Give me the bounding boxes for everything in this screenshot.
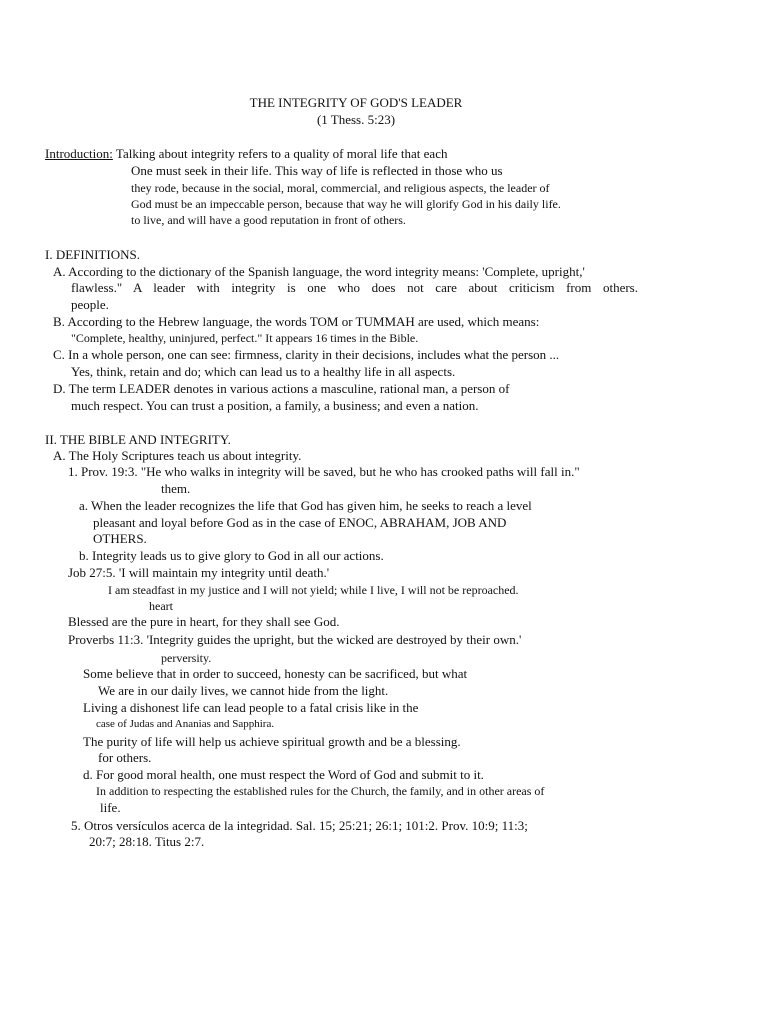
- def-b-line-2: "Complete, healthy, uninjured, perfect." It appears 16 times in the Bible.: [71, 331, 419, 345]
- def-c-line-1: C. In a whole person, one can see: firmness, clarity in their decisions, includes what the person ...: [53, 347, 560, 362]
- point-a-line-3: OTHERS.: [93, 531, 147, 546]
- section-2-heading: II. THE BIBLE AND INTEGRITY.: [45, 432, 231, 447]
- prov-19-line-1: 1. Prov. 19:3. "He who walks in integrity will be saved, but he who has crooked paths will fall in.": [68, 464, 580, 479]
- verses-line-2: 20:7; 28:18. Titus 2:7.: [89, 834, 205, 849]
- point-a-line-1: a. When the leader recognizes the life that God has given him, he seeks to reach a level: [79, 498, 532, 513]
- proverbs-11-line-1: Proverbs 11:3. 'Integrity guides the upright, but the wicked are destroyed by their own.': [68, 632, 522, 647]
- honesty-line-1: Some believe that in order to succeed, honesty can be sacrificed, but what: [83, 666, 468, 681]
- proverbs-11-line-2: perversity.: [161, 651, 212, 665]
- blessed-line: Blessed are the pure in heart, for they shall see God.: [68, 614, 340, 629]
- point-d-line-3: life.: [100, 800, 121, 815]
- intro-line-2: One must seek in their life. This way of life is reflected in those who us: [131, 163, 503, 178]
- section-1-heading: I. DEFINITIONS.: [45, 247, 140, 262]
- def-c-line-2: Yes, think, retain and do; which can lead us to a healthy life in all aspects.: [71, 364, 456, 379]
- bible-a: A. The Holy Scriptures teach us about integrity.: [53, 448, 302, 463]
- intro-line-3: they rode, because in the social, moral, commercial, and religious aspects, the leader of: [131, 181, 550, 195]
- point-d-line-2: In addition to respecting the established rules for the Church, the family, and in other areas of: [96, 784, 545, 798]
- def-b-line-1: B. According to the Hebrew language, the words TOM or TUMMAH are used, which means:: [53, 314, 540, 329]
- def-a-line-2: flawless." A leader with integrity is one who does not care about criticism from others.: [71, 280, 638, 295]
- dishonest-line-2: case of Judas and Ananias and Sapphira.: [96, 718, 275, 730]
- honesty-line-2: We are in our daily lives, we cannot hide from the light.: [98, 683, 389, 698]
- intro-line-1: [45, 146, 447, 162]
- def-a-line-3: people.: [71, 297, 109, 312]
- def-d-line-1: D. The term LEADER denotes in various actions a masculine, rational man, a person of: [53, 381, 510, 396]
- point-d-line-1: d. For good moral health, one must respect the Word of God and submit to it.: [83, 767, 484, 782]
- prov-19-line-2: them.: [161, 481, 191, 496]
- intro-line-5: to live, and will have a good reputation in front of others.: [131, 213, 406, 227]
- page-title: THE INTEGRITY OF GOD'S LEADER: [249, 95, 463, 110]
- intro-line-4: God must be an impeccable person, because that way he will glorify God in his daily life.: [131, 197, 561, 211]
- def-d-line-2: much respect. You can trust a position, a family, a business; and even a nation.: [71, 398, 479, 413]
- purity-line-2: for others.: [98, 750, 152, 765]
- job-line-3: heart: [149, 599, 173, 613]
- point-a-line-2: pleasant and loyal before God as in the case of ENOC, ABRAHAM, JOB AND: [93, 515, 507, 530]
- dishonest-line-1: Living a dishonest life can lead people to a fatal crisis like in the: [83, 700, 419, 715]
- job-line-1: Job 27:5. 'I will maintain my integrity until death.': [68, 565, 330, 580]
- intro-label: Introduction:: [45, 146, 113, 161]
- def-a-line-1: A. According to the dictionary of the Spanish language, the word integrity means: 'Complete, upright,': [53, 264, 585, 279]
- page-subtitle: (1 Thess. 5:23): [316, 112, 396, 127]
- verses-line-1: 5. Otros versículos acerca de la integridad. Sal. 15; 25:21; 26:1; 101:2. Prov. 10:9; 11:3;: [71, 818, 528, 833]
- intro-text-1: Talking about integrity refers to a quality of moral life that each: [115, 146, 448, 161]
- job-line-2: I am steadfast in my justice and I will not yield; while I live, I will not be reproached.: [108, 583, 519, 597]
- purity-line-1: The purity of life will help us achieve spiritual growth and be a blessing.: [83, 734, 461, 749]
- point-b: b. Integrity leads us to give glory to God in all our actions.: [79, 548, 384, 563]
